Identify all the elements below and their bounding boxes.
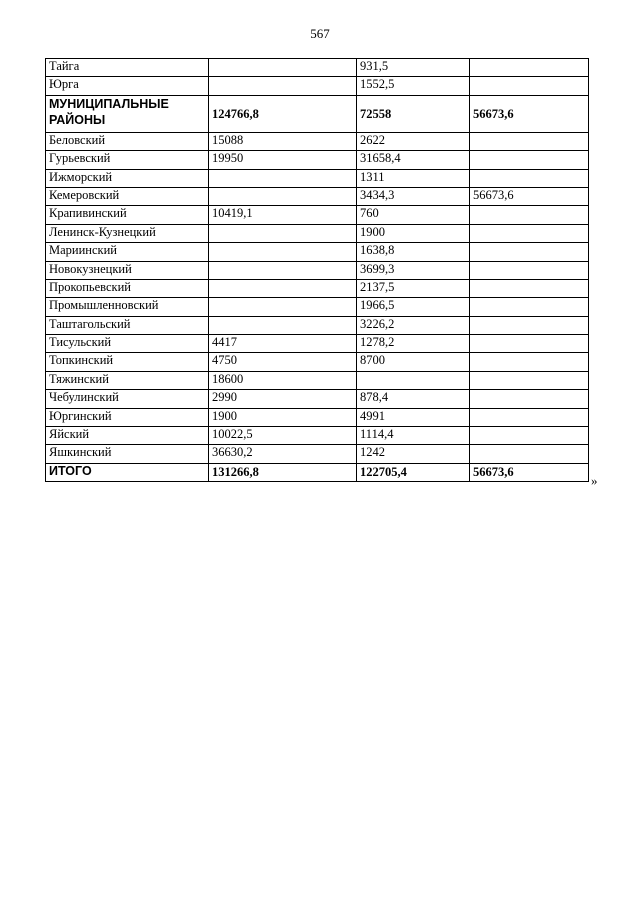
value-col-1 — [209, 77, 357, 95]
value-col-3 — [470, 298, 589, 316]
value-col-2: 4991 — [357, 408, 470, 426]
value-col-2 — [357, 371, 470, 389]
row-name: Тяжинский — [46, 371, 209, 389]
row-name: Мариинский — [46, 243, 209, 261]
value-col-3 — [470, 132, 589, 150]
value-col-1 — [209, 261, 357, 279]
value-col-3 — [470, 427, 589, 445]
table-row — [46, 77, 589, 95]
value-col-3 — [470, 408, 589, 426]
table-row — [46, 298, 589, 316]
row-name: Топкинский — [46, 353, 209, 371]
value-col-2: 1638,8 — [357, 243, 470, 261]
table-row — [46, 169, 589, 187]
section-row-municipal-districts — [46, 95, 589, 132]
table-row — [46, 353, 589, 371]
value-col-3 — [470, 224, 589, 242]
value-col-1: 4417 — [209, 335, 357, 353]
value-col-1: 2990 — [209, 390, 357, 408]
row-name: Таштагольский — [46, 316, 209, 334]
table-body — [46, 59, 589, 482]
table-row — [46, 279, 589, 297]
value-col-1: 10022,5 — [209, 427, 357, 445]
table-row — [46, 187, 589, 205]
table-row — [46, 408, 589, 426]
row-name: Гурьевский — [46, 151, 209, 169]
value-col-2: 1966,5 — [357, 298, 470, 316]
value-col-2: 1311 — [357, 169, 470, 187]
closing-quote-mark: » — [591, 473, 598, 488]
value-col-2: 1900 — [357, 224, 470, 242]
value-col-1: 131266,8 — [209, 463, 357, 481]
value-col-3 — [470, 206, 589, 224]
value-col-1 — [209, 243, 357, 261]
value-col-1: 15088 — [209, 132, 357, 150]
value-col-3 — [470, 353, 589, 371]
table-row — [46, 371, 589, 389]
row-name: Крапивинский — [46, 206, 209, 224]
value-col-1 — [209, 169, 357, 187]
value-col-1: 18600 — [209, 371, 357, 389]
value-col-3 — [470, 335, 589, 353]
table-row — [46, 59, 589, 77]
value-col-1: 4750 — [209, 353, 357, 371]
table-row — [46, 445, 589, 463]
row-name: Ижморский — [46, 169, 209, 187]
row-name: Прокопьевский — [46, 279, 209, 297]
row-name: Юргинский — [46, 408, 209, 426]
row-name: Ленинск-Кузнецкий — [46, 224, 209, 242]
table-row — [46, 132, 589, 150]
value-col-3: 56673,6 — [470, 187, 589, 205]
value-col-2: 3699,3 — [357, 261, 470, 279]
row-name: Чебулинский — [46, 390, 209, 408]
value-col-3: 56673,6 — [470, 463, 589, 481]
value-col-1 — [209, 298, 357, 316]
table-row — [46, 335, 589, 353]
page-number: 567 — [310, 26, 330, 41]
value-col-3: 56673,6 — [470, 95, 589, 132]
value-col-1: 1900 — [209, 408, 357, 426]
value-col-2: 2622 — [357, 132, 470, 150]
value-col-1 — [209, 59, 357, 77]
value-col-3 — [470, 261, 589, 279]
value-col-2: 1552,5 — [357, 77, 470, 95]
value-col-2: 1114,4 — [357, 427, 470, 445]
value-col-3 — [470, 243, 589, 261]
value-col-3 — [470, 59, 589, 77]
value-col-1: 19950 — [209, 151, 357, 169]
value-col-1 — [209, 224, 357, 242]
total-row — [46, 463, 589, 481]
value-col-2: 878,4 — [357, 390, 470, 408]
funding-table — [45, 58, 589, 482]
value-col-1: 10419,1 — [209, 206, 357, 224]
value-col-1: 124766,8 — [209, 95, 357, 132]
value-col-3 — [470, 371, 589, 389]
value-col-2: 8700 — [357, 353, 470, 371]
table-row — [46, 427, 589, 445]
row-name: Тайга — [46, 59, 209, 77]
row-name: Беловский — [46, 132, 209, 150]
value-col-2: 122705,4 — [357, 463, 470, 481]
value-col-3 — [470, 169, 589, 187]
row-name: МУНИЦИПАЛЬНЫЕ РАЙОНЫ — [46, 95, 209, 132]
value-col-1 — [209, 187, 357, 205]
row-name: Кемеровский — [46, 187, 209, 205]
value-col-1 — [209, 279, 357, 297]
value-col-3 — [470, 77, 589, 95]
table-row — [46, 261, 589, 279]
row-name: Юрга — [46, 77, 209, 95]
value-col-1 — [209, 316, 357, 334]
row-name: Тисульский — [46, 335, 209, 353]
value-col-3 — [470, 445, 589, 463]
table-row — [46, 151, 589, 169]
value-col-2: 931,5 — [357, 59, 470, 77]
value-col-2: 31658,4 — [357, 151, 470, 169]
table-row — [46, 224, 589, 242]
row-name: Новокузнецкий — [46, 261, 209, 279]
value-col-1: 36630,2 — [209, 445, 357, 463]
value-col-3 — [470, 316, 589, 334]
value-col-2: 2137,5 — [357, 279, 470, 297]
row-name: Яйский — [46, 427, 209, 445]
value-col-3 — [470, 279, 589, 297]
table-row — [46, 390, 589, 408]
value-col-2: 72558 — [357, 95, 470, 132]
value-col-3 — [470, 151, 589, 169]
row-name: Яшкинский — [46, 445, 209, 463]
row-name: Промышленновский — [46, 298, 209, 316]
value-col-2: 3434,3 — [357, 187, 470, 205]
value-col-2: 760 — [357, 206, 470, 224]
table-row — [46, 243, 589, 261]
row-name: ИТОГО — [46, 463, 209, 481]
value-col-2: 3226,2 — [357, 316, 470, 334]
table-row — [46, 206, 589, 224]
value-col-2: 1242 — [357, 445, 470, 463]
value-col-2: 1278,2 — [357, 335, 470, 353]
value-col-3 — [470, 390, 589, 408]
table-row — [46, 316, 589, 334]
